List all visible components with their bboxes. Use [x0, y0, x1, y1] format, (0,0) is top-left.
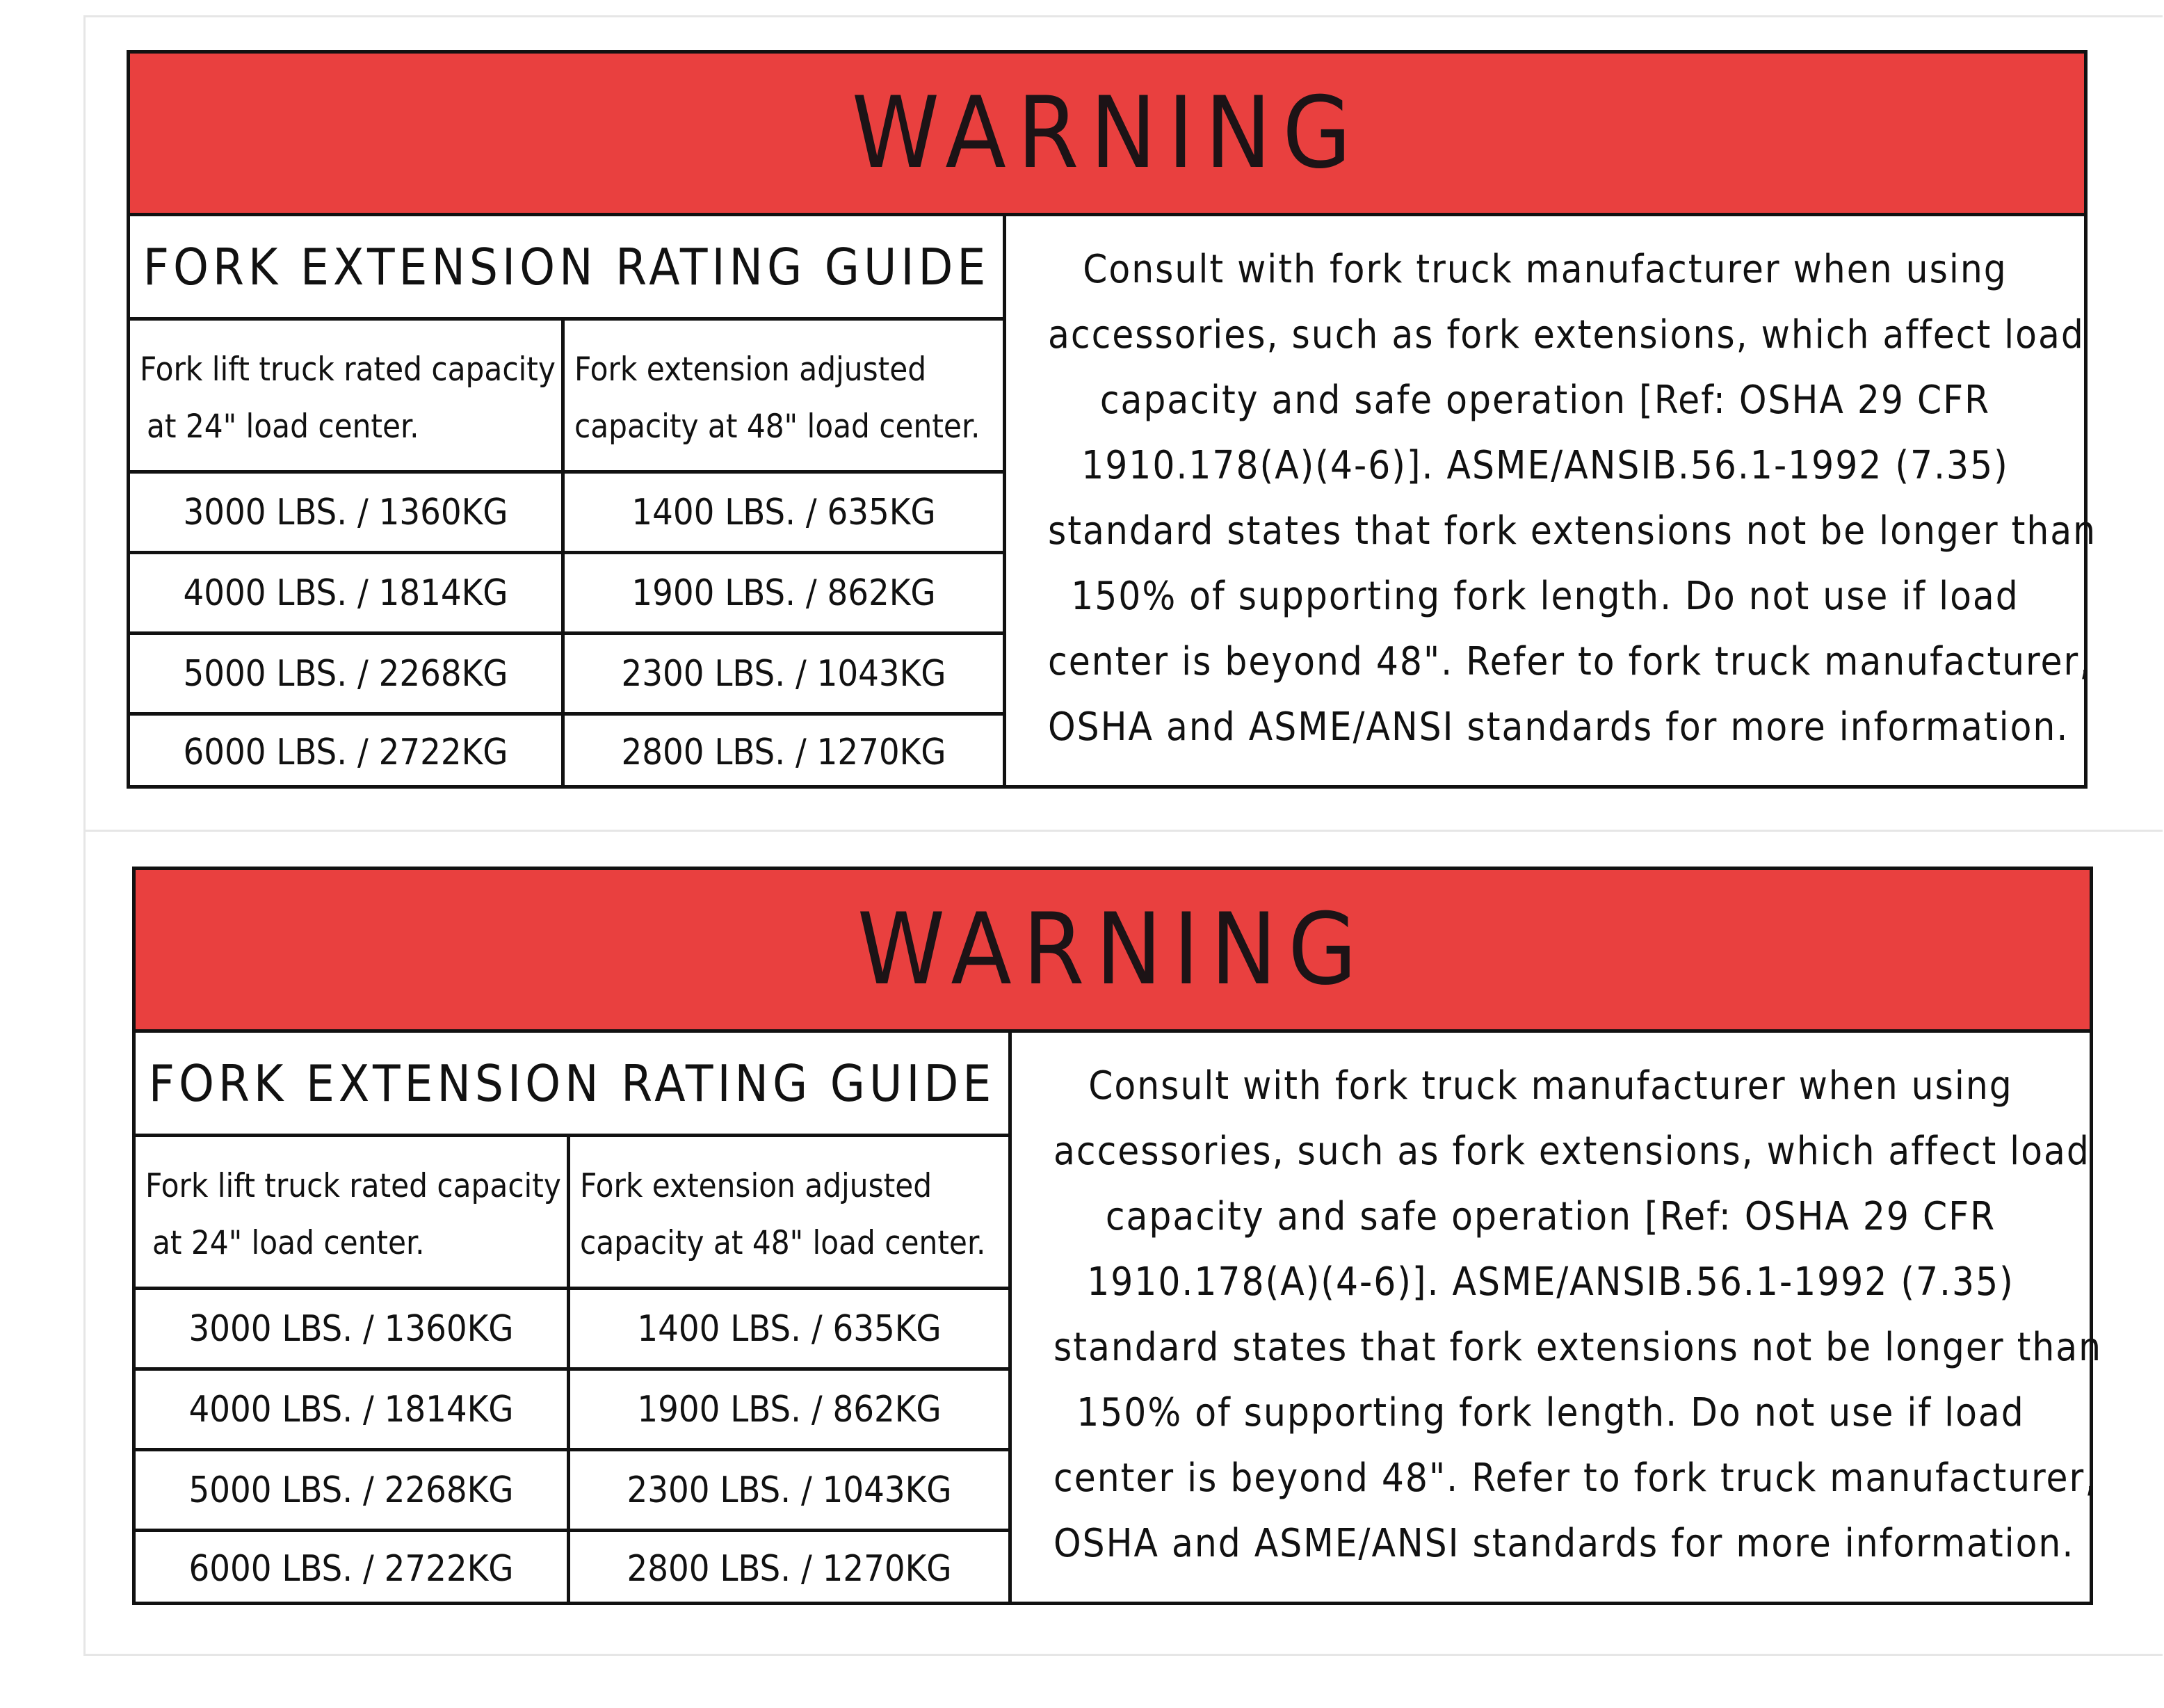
column-header-adjusted-capacity [565, 321, 1003, 474]
adjusted-capacity-cell: 1400 LBS. / 635KG [637, 1307, 942, 1350]
column-header-line: at 24" load center. [152, 1224, 425, 1262]
rating-guide [136, 1033, 1012, 1605]
consult-line: 1910.178(A)(4-6)]. ASME/ANSIB.56.1-1992 (7.35) [1087, 1259, 2014, 1305]
rated-capacity-cell: 3000 LBS. / 1360KG [130, 474, 565, 551]
table-row [136, 1371, 1008, 1451]
warning-label-1 [127, 50, 2097, 789]
adjusted-capacity-cell: 2300 LBS. / 1043KG [621, 652, 946, 695]
table-row [130, 635, 1003, 716]
adjusted-capacity-cell: 2800 LBS. / 1270KG [627, 1547, 952, 1590]
column-header-rated-capacity [130, 321, 565, 474]
rated-capacity-cell: 5000 LBS. / 2268KG [130, 635, 565, 712]
rating-guide-title: FORK EXTENSION RATING GUIDE [136, 1033, 1008, 1137]
consult-line: standard states that fork extensions not be longer than [1053, 1325, 2103, 1370]
warning-label-2 [132, 867, 2103, 1605]
table-row [130, 554, 1003, 635]
rated-capacity-cell: 4000 LBS. / 1814KG [130, 554, 565, 631]
rated-capacity-cell: 6000 LBS. / 2722KG [130, 716, 565, 789]
consult-notice [1006, 216, 2097, 789]
rated-capacity-cell: 3000 LBS. / 1360KG [136, 1290, 570, 1367]
consult-notice [1012, 1033, 2103, 1605]
table-row [136, 1532, 1008, 1605]
column-header-line: capacity at 48" load center. [574, 408, 980, 446]
warning-title: WARNING [851, 76, 1363, 191]
table-row [136, 1451, 1008, 1532]
column-header-rated-capacity [136, 1137, 570, 1290]
column-header-line: Fork extension adjusted [574, 351, 927, 389]
column-header-line: capacity at 48" load center. [580, 1224, 986, 1262]
consult-text [1053, 1054, 2103, 1577]
consult-line: standard states that fork extensions not be longer than [1048, 508, 2097, 554]
column-header-line: at 24" load center. [147, 408, 419, 446]
warning-title: WARNING [857, 892, 1368, 1007]
table-row [130, 474, 1003, 554]
adjusted-capacity-cell: 2300 LBS. / 1043KG [627, 1469, 952, 1511]
adjusted-capacity-cell: 1900 LBS. / 862KG [637, 1388, 942, 1431]
consult-line: center is beyond 48". Refer to fork truck manufacturer, [1053, 1456, 2098, 1501]
consult-line: Consult with fork truck manufacturer when using [1088, 1063, 2013, 1109]
column-header-line: Fork extension adjusted [580, 1167, 932, 1205]
consult-line: center is beyond 48". Refer to fork truck manufacturer, [1048, 639, 2092, 684]
consult-line: 1910.178(A)(4-6)]. ASME/ANSIB.56.1-1992 (7.35) [1081, 443, 2009, 488]
adjusted-capacity-cell: 1400 LBS. / 635KG [631, 491, 936, 533]
table-row [136, 1290, 1008, 1371]
adjusted-capacity-cell: 2800 LBS. / 1270KG [621, 731, 946, 773]
warning-header [136, 870, 2090, 1033]
consult-line: accessories, such as fork extensions, which affect load [1053, 1129, 2090, 1174]
consult-line: accessories, such as fork extensions, which affect load [1048, 312, 2085, 357]
consult-line: capacity and safe operation [Ref: OSHA 29 CFR [1099, 378, 1991, 423]
consult-line: OSHA and ASME/ANSI standards for more information. [1048, 704, 2069, 750]
sheet-edge-bottom [83, 1654, 2163, 1656]
sheet-edge-left [83, 15, 86, 1654]
consult-line: 150% of supporting fork length. Do not use if load [1076, 1390, 2025, 1435]
column-header-line: Fork lift truck rated capacity [145, 1167, 561, 1205]
table-row [130, 716, 1003, 789]
rated-capacity-cell: 6000 LBS. / 2722KG [136, 1532, 570, 1605]
column-header-line: Fork lift truck rated capacity [140, 351, 556, 389]
consult-line: 150% of supporting fork length. Do not use if load [1071, 574, 2019, 619]
sheet-edge-top [83, 15, 2163, 17]
adjusted-capacity-cell: 1900 LBS. / 862KG [631, 572, 936, 614]
consult-line: capacity and safe operation [Ref: OSHA 29 CFR [1105, 1194, 1996, 1239]
consult-text [1048, 237, 2097, 760]
rating-guide-title: FORK EXTENSION RATING GUIDE [130, 216, 1003, 321]
warning-header [130, 54, 2084, 216]
consult-line: Consult with fork truck manufacturer when using [1083, 247, 2008, 292]
rated-capacity-cell: 4000 LBS. / 1814KG [136, 1371, 570, 1448]
column-header-adjusted-capacity [570, 1137, 1008, 1290]
sheet-edge-middle [83, 830, 2163, 832]
consult-line: OSHA and ASME/ANSI standards for more information. [1053, 1521, 2075, 1566]
rating-guide [130, 216, 1006, 789]
rated-capacity-cell: 5000 LBS. / 2268KG [136, 1451, 570, 1529]
